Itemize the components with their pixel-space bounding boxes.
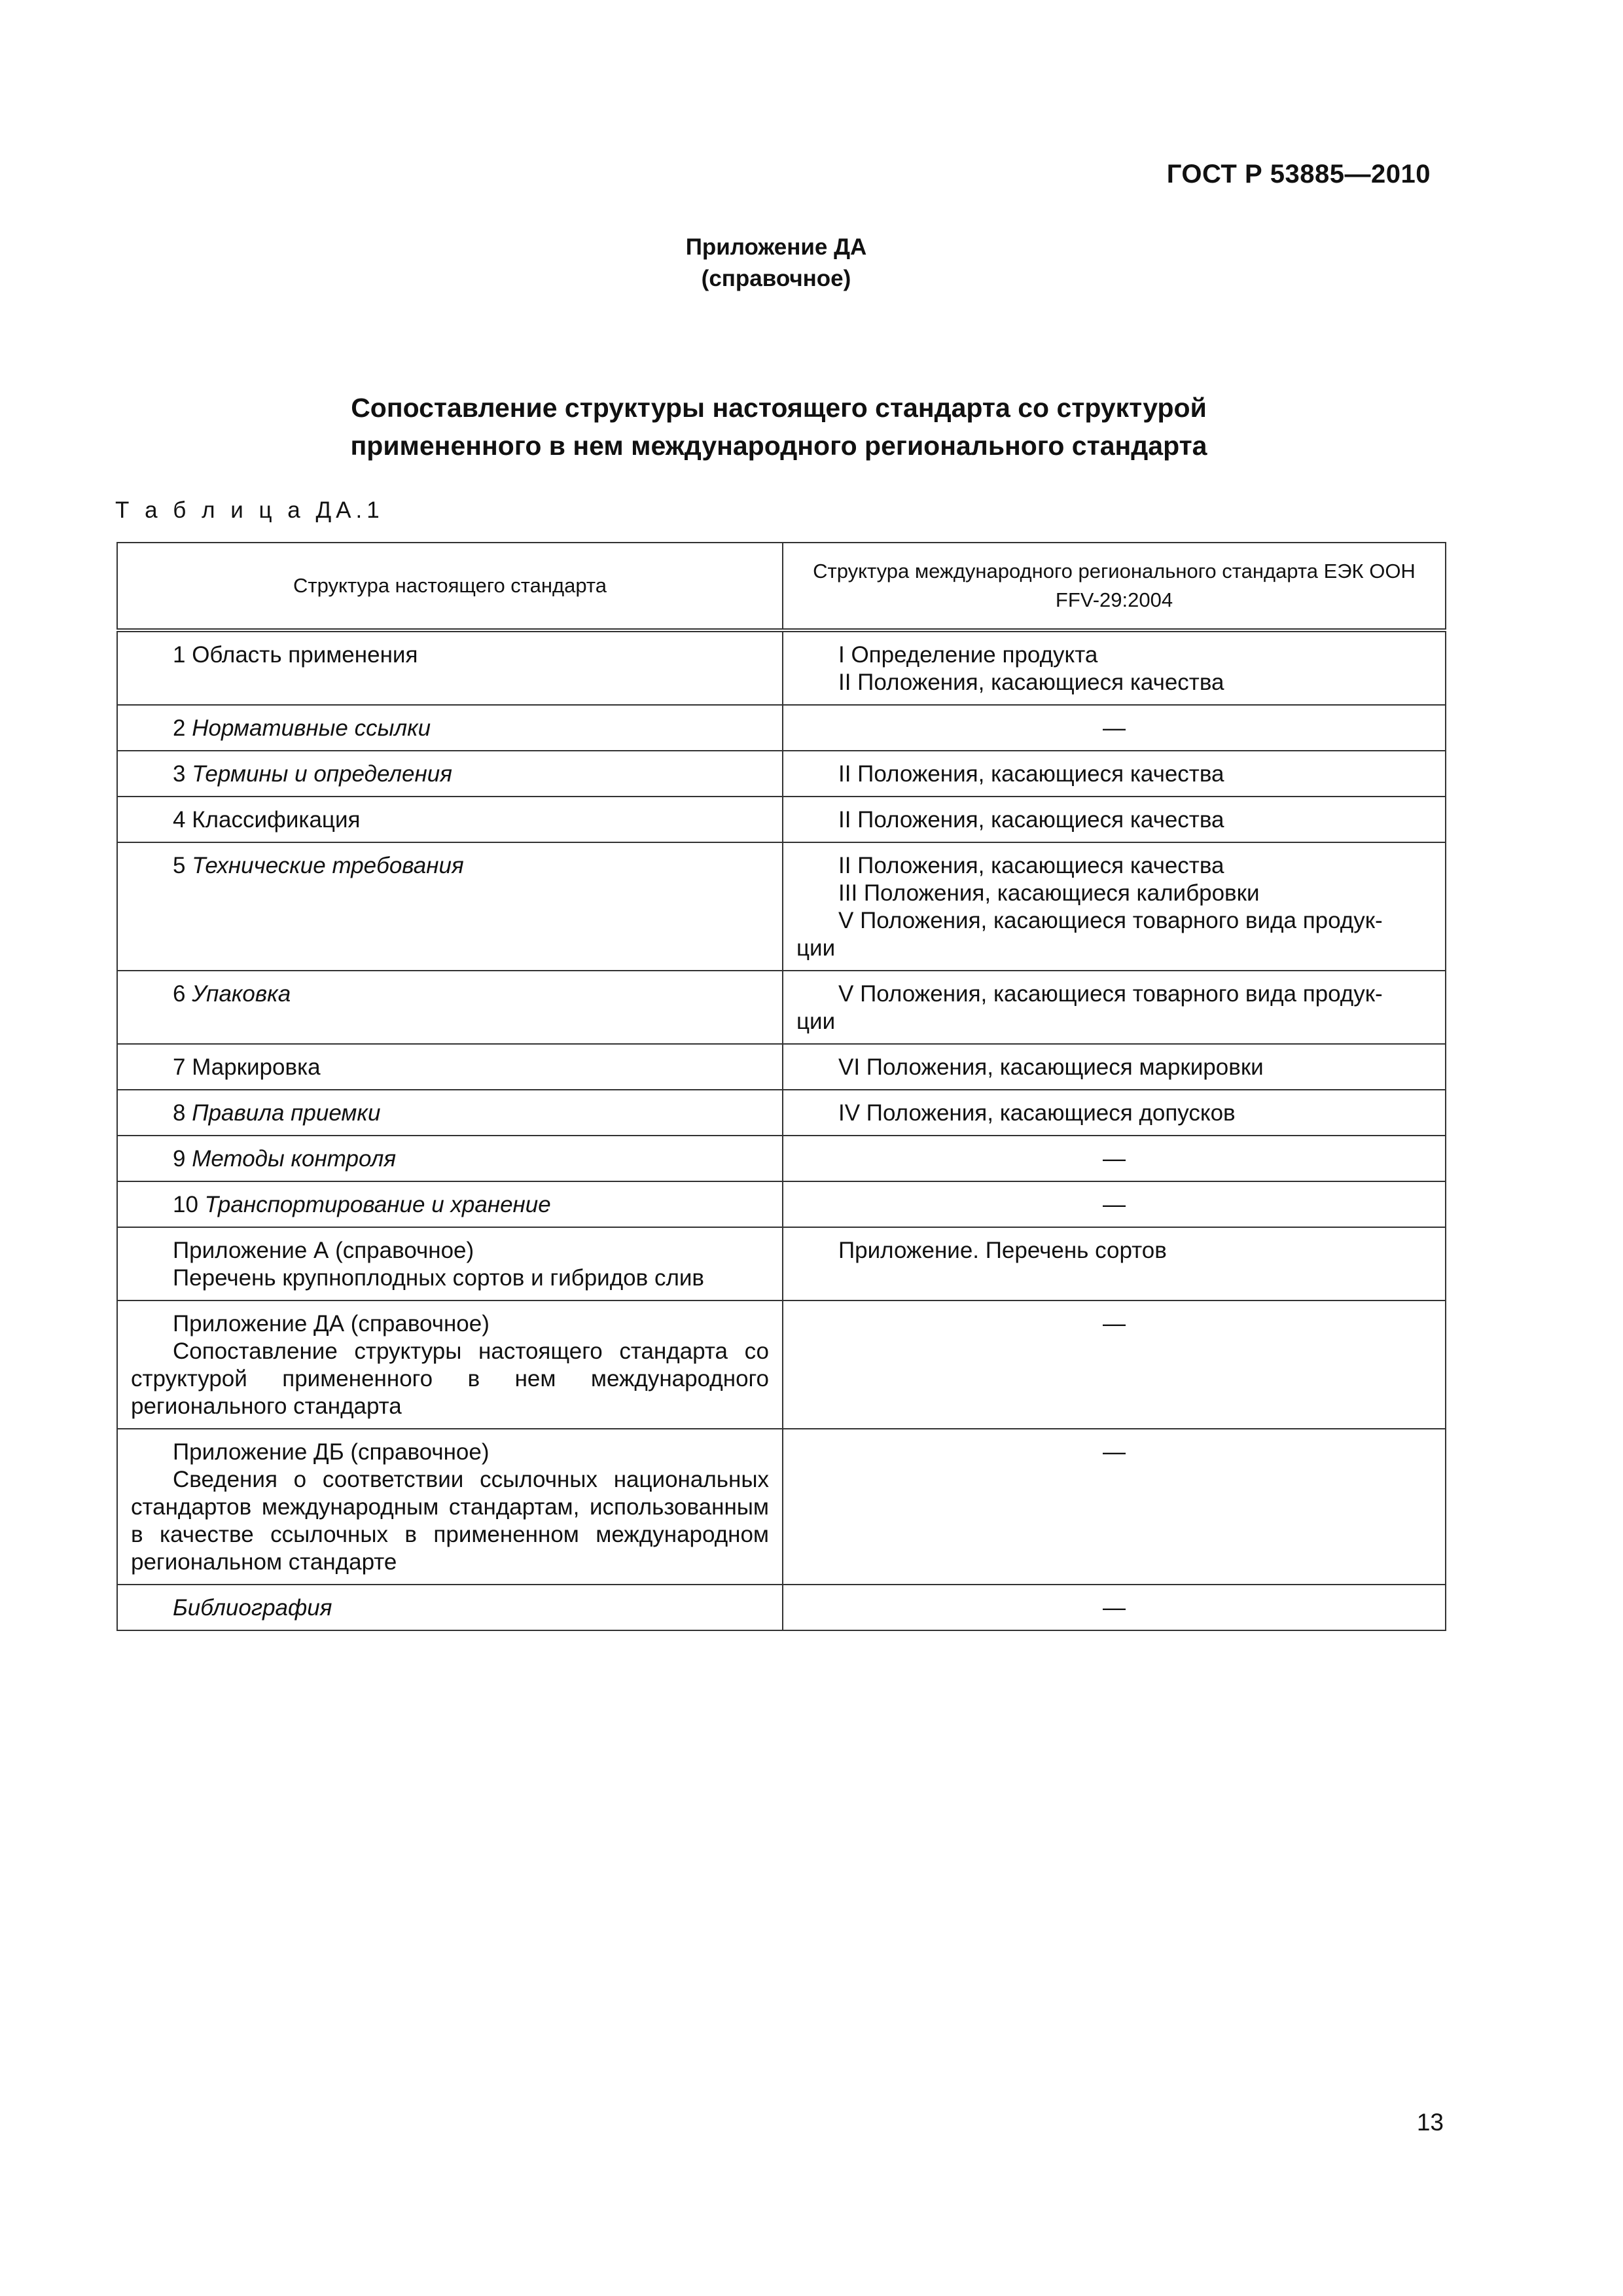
left-cell [117, 1227, 783, 1300]
clause-line: VI Положения, касающиеся маркировки [838, 1054, 1264, 1080]
clause-line: ции [796, 935, 836, 961]
right-cell: — [783, 1136, 1446, 1181]
header-right-line-2: ЕЭК ООН FFV-29:2004 [1055, 560, 1416, 611]
structure-comparison-table [116, 542, 1446, 1631]
left-cell [117, 705, 783, 751]
section-entry: 1 Область применения [173, 642, 418, 668]
right-cell [783, 1044, 1446, 1090]
left-cell [117, 1090, 783, 1136]
table-row [117, 751, 1446, 797]
clause-line: II Положения, касающиеся качества [838, 853, 1224, 878]
right-cell: — [783, 705, 1446, 751]
section-entry: 6 Упаковка [173, 981, 291, 1007]
table-row [117, 797, 1446, 842]
left-cell [117, 1136, 783, 1181]
clause-line: Приложение. Перечень сортов [838, 1238, 1167, 1263]
header-current-standard: Структура настоящего стандарта [117, 543, 783, 630]
right-cell [783, 797, 1446, 842]
table-caption: Т а б л и ц а ДА.1 [115, 497, 384, 523]
clause-line: II Положения, касающиеся качества [838, 807, 1224, 833]
left-cell [117, 842, 783, 971]
right-cell [783, 842, 1446, 971]
section-entry: 8 Правила приемки [173, 1100, 381, 1126]
bibliography-entry: Библиография [173, 1595, 332, 1621]
annex-heading [0, 232, 1552, 295]
table-row [117, 1090, 1446, 1136]
right-cell [783, 1090, 1446, 1136]
table-row [117, 1227, 1446, 1300]
table-row [117, 630, 1446, 705]
table-row [117, 1181, 1446, 1227]
table-row [117, 1044, 1446, 1090]
left-cell [117, 1300, 783, 1429]
section-entry: 9 Методы контроля [173, 1146, 397, 1172]
standard-code: ГОСТ Р 53885—2010 [1166, 160, 1431, 188]
left-cell [117, 797, 783, 842]
annex-entry-title: Приложение А (справочное) [173, 1238, 474, 1263]
section-entry: 3 Термины и определения [173, 761, 452, 787]
annex-subtitle: (справочное) [701, 266, 851, 291]
right-cell [783, 751, 1446, 797]
left-cell [117, 751, 783, 797]
right-cell [783, 1227, 1446, 1300]
annex-entry-body: Перечень крупноплодных сортов и гибридов слив [173, 1265, 705, 1291]
annex-entry-body: Сопоставление структуры настоящего стандарта со структурой примененного в нем международного регионального стандарта [131, 1338, 769, 1419]
clause-line: IV Положения, касающиеся допусков [838, 1100, 1236, 1126]
table-row [117, 1136, 1446, 1181]
table-row [117, 842, 1446, 971]
table-row [117, 1585, 1446, 1630]
clause-line: ции [796, 1009, 836, 1034]
right-cell [783, 630, 1446, 705]
page-number: 13 [1416, 2109, 1444, 2136]
right-cell: — [783, 1585, 1446, 1630]
annex-entry-body: Сведения о соответствии ссылочных национальных стандартов международным стандартам, использованным в качестве ссылочных в примененном международном региональном стандарте [131, 1467, 769, 1575]
section-entry: 10 Транспортирование и хранение [173, 1192, 551, 1217]
left-cell [117, 630, 783, 705]
header-right-line-1: Структура международного регионального стандарта [813, 560, 1318, 583]
right-cell: — [783, 1300, 1446, 1429]
section-entry: 7 Маркировка [173, 1054, 321, 1080]
right-cell [783, 971, 1446, 1044]
left-cell [117, 1585, 783, 1630]
section-entry: 5 Технические требования [173, 853, 464, 878]
clause-line: I Определение продукта [838, 642, 1098, 668]
table-row [117, 1300, 1446, 1429]
document-title [249, 389, 1309, 465]
clause-line: V Положения, касающиеся товарного вида продук- [838, 908, 1383, 933]
table-row [117, 705, 1446, 751]
header-international-standard [783, 543, 1446, 630]
table-header-row [117, 543, 1446, 630]
title-line-2: примененного в нем международного регионального стандарта [350, 431, 1207, 461]
section-entry: 4 Классификация [173, 807, 361, 833]
clause-line: III Положения, касающиеся калибровки [838, 880, 1260, 906]
table-row [117, 971, 1446, 1044]
left-cell [117, 1044, 783, 1090]
right-cell: — [783, 1181, 1446, 1227]
left-cell [117, 1181, 783, 1227]
clause-line: V Положения, касающиеся товарного вида продук- [838, 981, 1383, 1007]
annex-entry-title: Приложение ДБ (справочное) [173, 1439, 490, 1465]
table-row [117, 1429, 1446, 1585]
section-entry: 2 Нормативные ссылки [173, 715, 431, 741]
right-cell: — [783, 1429, 1446, 1585]
clause-line: II Положения, касающиеся качества [838, 670, 1224, 695]
annex-entry-title: Приложение ДА (справочное) [173, 1311, 490, 1336]
left-cell [117, 971, 783, 1044]
clause-line: II Положения, касающиеся качества [838, 761, 1224, 787]
left-cell [117, 1429, 783, 1585]
annex-title: Приложение ДА [685, 234, 867, 260]
title-line-1: Сопоставление структуры настоящего стандарта со структурой [351, 393, 1207, 423]
